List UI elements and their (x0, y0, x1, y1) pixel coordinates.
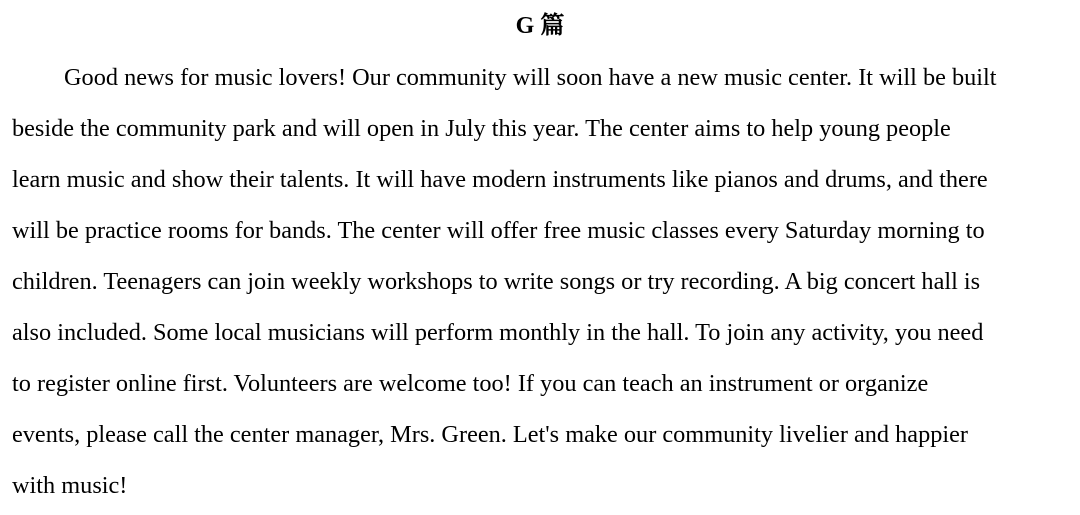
passage-line: beside the community park and will open in July this year. The center aims to help young people (12, 115, 951, 142)
passage-line: will be practice rooms for bands. The center will offer free music classes every Saturday morning to (12, 217, 985, 244)
section-title: G 篇 (515, 13, 565, 39)
passage-line: with music! (12, 472, 128, 499)
passage-line: learn music and show their talents. It will have modern instruments like pianos and drums, and there (12, 166, 988, 193)
passage-paragraph (12, 56, 1074, 515)
passage-line: to register online first. Volunteers are welcome too! If you can teach an instrument or organize (12, 370, 929, 397)
passage-line: children. Teenagers can join weekly workshops to write songs or try recording. A big concert hall is (12, 268, 981, 295)
passage-line: events, please call the center manager, Mrs. Green. Let's make our community livelier and happier (12, 421, 969, 448)
passage-line: Good news for music lovers! Our community will soon have a new music center. It will be built (64, 64, 997, 91)
passage-line: also included. Some local musicians will perform monthly in the hall. To join any activity, you need (12, 319, 984, 346)
